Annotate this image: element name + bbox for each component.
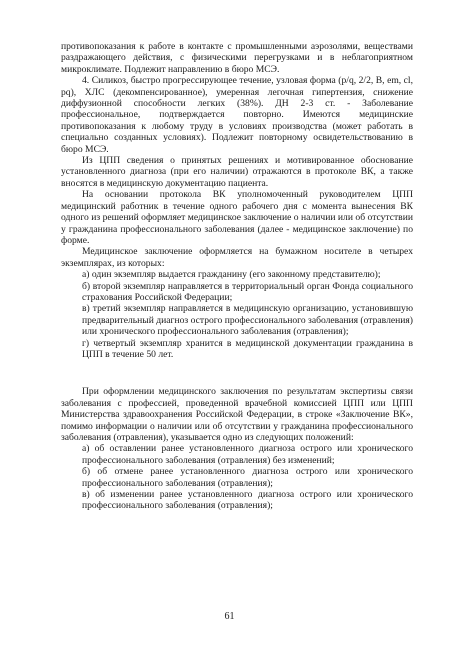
section-spacer <box>61 360 413 386</box>
list-item: а) один экземпляр выдается гражданину (его законному представителю); <box>82 269 381 281</box>
list-item: в) третий экземпляр направляется в медицинскую организацию, установившую предварительный диагноз острого профессионального заболевания (отравления) или хронического профессионального заболевания (отравления); <box>82 303 413 338</box>
paragraph-expertise: При оформлении медицинского заключения по результатам экспертизы связи заболевания с профессией, проведенной врачебной комиссией ЦПП или ЦПП Министерства здравоохранения Российской Федерации, в строке «Заключение ВК», помимо информации о наличии или об отсутствии у гражданина профессионального заболевания (отравления), указывается одно из следующих положений: <box>61 386 413 443</box>
document-page <box>61 41 413 512</box>
page-number: 61 <box>224 611 235 622</box>
list-item: в) об изменении ранее установленного диагноза острого или хронического профессионального заболевания (отравления); <box>82 489 413 512</box>
list-item: б) об отмене ранее установленного диагноза острого или хронического профессионального заболевания (отравления); <box>82 466 413 489</box>
copies-list <box>61 269 413 360</box>
paragraph-four-copies: Медицинское заключение оформляется на бумажном носителе в четырех экземплярах, из которых: <box>61 246 413 269</box>
positions-list <box>61 443 413 511</box>
paragraph-cpp-decisions: Из ЦПП сведения о принятых решениях и мотивированное обоснование установленного диагноза (при его наличии) отражаются в протоколе ВК, а также вносятся в медицинскую документацию пациента. <box>61 155 413 189</box>
paragraph-contraindications: противопоказания к работе в контакте с промышленными аэрозолями, веществами раздражающего действия, с физическими перегрузками и в неблагоприятном микроклимате. Подлежит направлению в бюро МСЭ. <box>61 41 413 75</box>
paragraph-protocol-basis: На основании протокола ВК уполномоченный руководителем ЦПП медицинский работник в течение одного рабочего дня с момента вынесения ВК одного из решений оформляет медицинское заключение о наличии или об отсутствии у гражданина профессионального заболевания (далее - медицинское заключение) по форме. <box>61 189 413 246</box>
list-item: г) четвертый экземпляр хранится в медицинской документации гражданина в ЦПП в течение 50 лет. <box>82 337 413 360</box>
list-item: б) второй экземпляр направляется в территориальный орган Фонда социального страхования Российской Федерации; <box>82 280 413 303</box>
list-item: а) об оставлении ранее установленного диагноза острого или хронического профессионального заболевания (отравления) без изменений; <box>82 443 413 466</box>
paragraph-case-silicosis: 4. Силикоз, быстро прогрессирующее течение, узловая форма (p/q, 2/2, B, em, cl, pq), ХЛС (декомпенсированное), умеренная легочная гипертензия, снижение диффузионной способности легких (38%). ДН 2-3 ст. - Заболевание профессиональное, подтверждается повторно. Имеются медицинские противопоказания к любому труду в условиях производства (может работать в специально созданных условиях). Подлежит повторному освидетельствованию в бюро МСЭ. <box>61 75 413 155</box>
